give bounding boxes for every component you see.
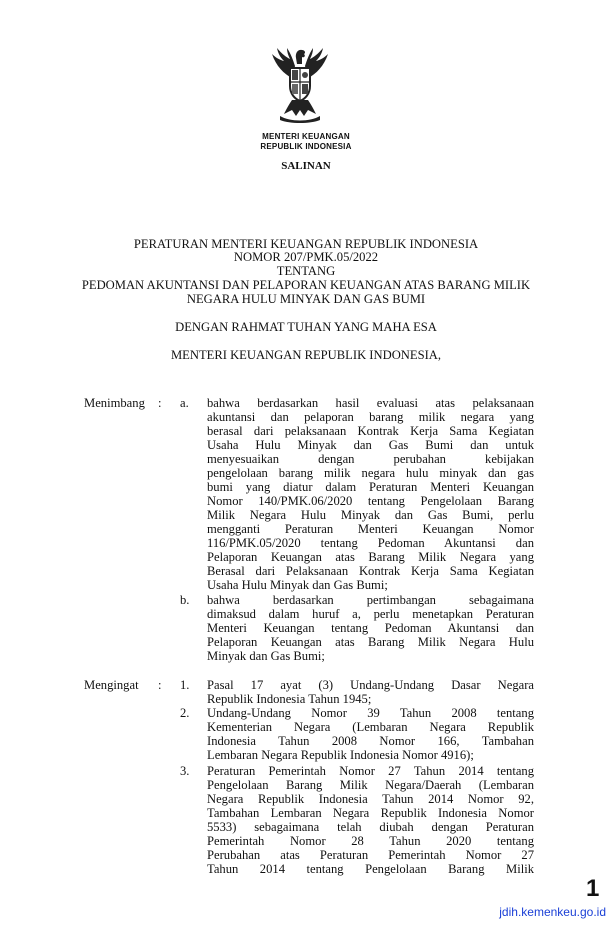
menimbang-colon: : <box>158 396 162 410</box>
mengingat-3-line: Pengelolaan Barang Milik Negara/Daerah (Lembaran <box>207 778 534 792</box>
ministry-name-line2: REPUBLIK INDONESIA <box>260 142 352 151</box>
mengingat-2-line: Kementerian Negara (Lembaran Negara Republik <box>207 720 534 734</box>
mengingat-3-line: Perubahan atas Peraturan Pemerintah Nomor 27 <box>207 848 534 862</box>
menimbang-a-line: Milik Negara Hulu Minyak dan Gas Bumi, perlu <box>207 508 534 522</box>
mengingat-1-line: Republik Indonesia Tahun 1945; <box>207 692 372 706</box>
menimbang-b-line: Minyak dan Gas Bumi; <box>207 649 325 663</box>
mengingat-3-line: Pemerintah Nomor 28 Tahun 2020 tentang <box>207 834 534 848</box>
mengingat-item-marker: 1. <box>180 678 190 692</box>
regulation-subject-line2: NEGARA HULU MINYAK DAN GAS BUMI <box>186 292 426 306</box>
regulation-title: PERATURAN MENTERI KEUANGAN REPUBLIK INDONESIA <box>133 237 479 251</box>
mengingat-3-line: Tahun 2014 tentang Pengelolaan Barang Milik <box>207 862 534 876</box>
mengingat-2-line: Lembaran Negara Republik Indonesia Nomor 4916); <box>207 748 474 762</box>
issuer-line: MENTERI KEUANGAN REPUBLIK INDONESIA, <box>170 348 442 362</box>
menimbang-b-line: dimaksud dalam huruf a, perlu menetapkan Peraturan <box>207 607 534 621</box>
mengingat-2-line: Indonesia Tahun 2008 Nomor 166, Tambahan <box>207 734 534 748</box>
mengingat-label: Mengingat <box>84 678 139 692</box>
ministry-name-line1: MENTERI KEUANGAN <box>262 132 350 141</box>
mengingat-3-line: Negara Republik Indonesia Tahun 2014 Nomor 92, <box>207 792 534 806</box>
menimbang-a-line: Berasal dari Pelaksanaan Kontrak Kerja Sama Kegiatan <box>207 564 534 578</box>
menimbang-a-line: menyesuaikan dengan perubahan kebijakan <box>207 452 534 466</box>
menimbang-item-marker: a. <box>180 396 189 410</box>
mengingat-item-marker: 3. <box>180 764 190 778</box>
page-number: 1 <box>586 875 600 902</box>
menimbang-b-line: Menteri Keuangan tentang Pedoman Akuntansi dan <box>207 621 534 635</box>
menimbang-item-marker: b. <box>180 593 190 607</box>
menimbang-a-line: bahwa berdasarkan hasil evaluasi atas pelaksanaan <box>207 396 534 410</box>
footer-link[interactable]: jdih.kemenkeu.go.id <box>499 905 606 919</box>
mengingat-3-line: 5533) sebagaimana telah diubah dengan Peraturan <box>207 820 534 834</box>
mengingat-item-marker: 2. <box>180 706 190 720</box>
menimbang-a-line: Usaha Hulu Minyak dan Gas Bumi dan untuk <box>207 438 534 452</box>
mengingat-2-line: Undang-Undang Nomor 39 Tahun 2008 tentang <box>207 706 534 720</box>
menimbang-b-line: bahwa berdasarkan pertimbangan sebagaimana <box>207 593 534 607</box>
menimbang-a-line: pengelolaan barang milik negara hulu minyak dan gas <box>207 466 534 480</box>
menimbang-a-line: Nomor 140/PMK.06/2020 tentang Pengelolaan Barang <box>207 494 534 508</box>
menimbang-a-line: Pelaporan Keuangan atas Barang Milik Negara yang <box>207 550 534 564</box>
menimbang-b-line: Pelaporan Keuangan atas Barang Milik Negara Hulu <box>207 635 534 649</box>
regulation-number: NOMOR 207/PMK.05/2022 <box>233 250 379 264</box>
regulation-subject-line1: PEDOMAN AKUNTANSI DAN PELAPORAN KEUANGAN ATAS BARANG MILIK <box>81 278 531 292</box>
invocation: DENGAN RAHMAT TUHAN YANG MAHA ESA <box>175 320 437 334</box>
mengingat-3-line: Peraturan Pemerintah Nomor 27 Tahun 2014 tentang <box>207 764 534 778</box>
menimbang-a-line: bumi yang diatur dalam Peraturan Menteri Keuangan <box>207 480 534 494</box>
menimbang-a-line: mengganti Peraturan Menteri Keuangan Nomor <box>207 522 534 536</box>
regulation-about: TENTANG <box>276 264 336 278</box>
menimbang-a-line: akuntansi dan pelaporan barang milik negara yang <box>207 410 534 424</box>
menimbang-label: Menimbang <box>84 396 145 410</box>
menimbang-a-line: berasal dari pelaksanaan Kontrak Kerja Sama Kegiatan <box>207 424 534 438</box>
mengingat-1-line: Pasal 17 ayat (3) Undang-Undang Dasar Negara <box>207 678 534 692</box>
garuda-emblem-icon <box>262 44 338 124</box>
menimbang-a-line: Usaha Hulu Minyak dan Gas Bumi; <box>207 578 388 592</box>
menimbang-a-line: 116/PMK.05/2020 tentang Pedoman Akuntansi dan <box>207 536 534 550</box>
copy-label: SALINAN <box>281 160 331 172</box>
mengingat-colon: : <box>158 678 162 692</box>
mengingat-3-line: Tambahan Lembaran Negara Republik Indonesia Nomor <box>207 806 534 820</box>
